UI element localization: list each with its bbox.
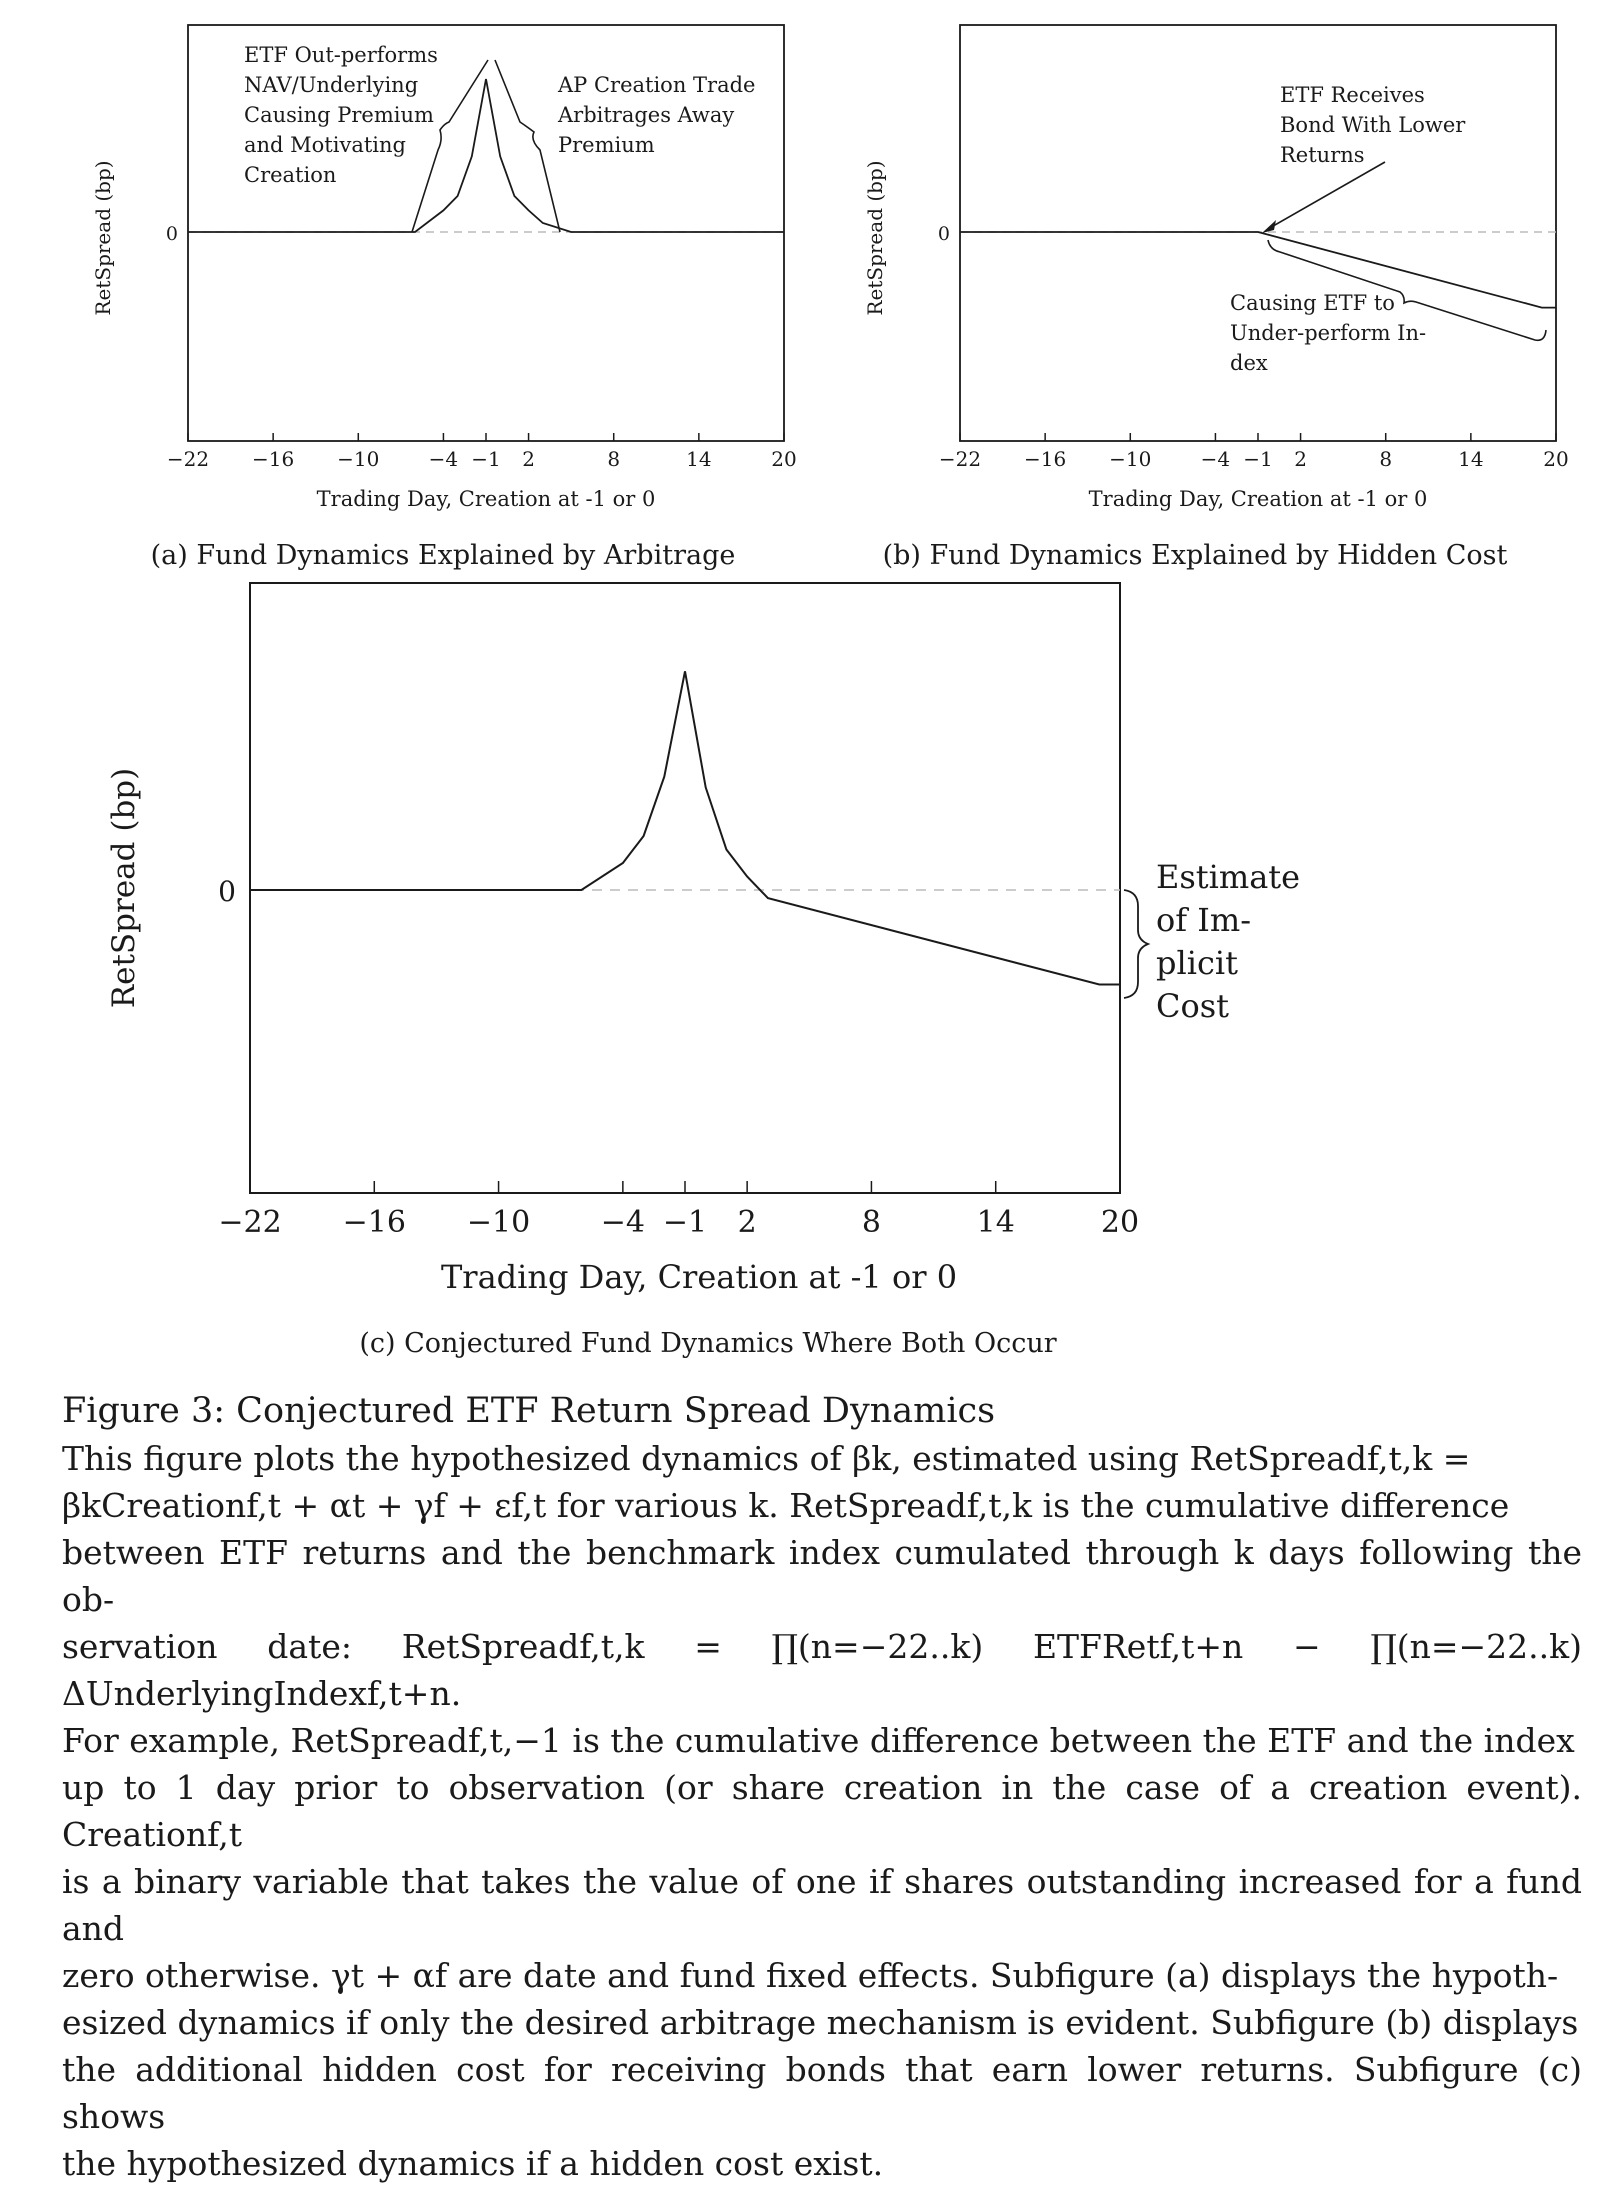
figure-line: esized dynamics if only the desired arbitrage mechanism is evident. Subfigure (b) displays xyxy=(62,2003,1579,2042)
xtick-label: 8 xyxy=(1379,447,1393,471)
xtick-label: −22 xyxy=(166,447,210,471)
panel-c-zero-label: 0 xyxy=(218,875,236,908)
figure-line: between ETF returns and the benchmark index cumulated through k days following the ob- xyxy=(62,1533,1582,1619)
panel-c-caption: (c) Conjectured Fund Dynamics Where Both Occur xyxy=(359,1328,1057,1359)
xtick-label: −10 xyxy=(337,447,380,471)
xtick-label: −1 xyxy=(1243,447,1273,471)
panel-c-xlabel: Trading Day, Creation at -1 or 0 xyxy=(440,1258,958,1296)
xtick-label: −22 xyxy=(938,447,982,471)
panel-a-ylabel: RetSpread (bp) xyxy=(91,160,115,316)
figure-line: servation date: RetSpreadf,t,k = ∏(n=−22..k) ETFRetf,t+n − ∏(n=−22..k) ΔUnderlyingIndexf,t+n. xyxy=(62,1627,1582,1713)
xtick-label: 14 xyxy=(976,1205,1015,1240)
panel-b-ylabel: RetSpread (bp) xyxy=(863,160,887,316)
figure-description xyxy=(62,1435,1582,2187)
figure-title: Figure 3: Conjectured ETF Return Spread Dynamics xyxy=(62,1391,996,1431)
xtick-label: −4 xyxy=(428,447,459,471)
xtick-label: −16 xyxy=(1024,447,1067,471)
xtick-label: 20 xyxy=(1543,447,1569,471)
xtick-label: −22 xyxy=(218,1205,282,1240)
panel-a-annotation-left: ETF Out-performs NAV/Underlying Causing Premium and Motivating Creation xyxy=(244,43,438,187)
panel-c xyxy=(106,583,1310,1359)
panel-b-zero-label: 0 xyxy=(937,223,950,245)
xtick-label: 20 xyxy=(771,447,797,471)
panel-c-ylabel: RetSpread (bp) xyxy=(106,767,142,1009)
xtick-label: 2 xyxy=(522,447,535,471)
panel-a-caption: (a) Fund Dynamics Explained by Arbitrage xyxy=(150,540,736,571)
xtick-label: −4 xyxy=(600,1205,645,1240)
xtick-label: 14 xyxy=(1458,447,1484,471)
panel-a-annotation-right: AP Creation Trade Arbitrages Away Premium xyxy=(558,73,756,157)
panel-b-caption: (b) Fund Dynamics Explained by Hidden Cost xyxy=(882,540,1508,571)
figure-line: the additional hidden cost for receiving bonds that earn lower returns. Subfigure (c) shows xyxy=(62,2050,1582,2136)
xtick-label: 8 xyxy=(861,1205,881,1240)
panel-b-annotation-bottom: Causing ETF to Under-perform In- dex xyxy=(1230,291,1427,375)
figure-line: zero otherwise. γt + αf are date and fund fixed effects. Subfigure (a) displays the hypoth- xyxy=(62,1956,1559,1995)
xtick-label: −1 xyxy=(471,447,501,471)
xtick-label: −16 xyxy=(252,447,295,471)
panel-a-right-brace xyxy=(495,60,560,232)
panel-b-xticks xyxy=(939,433,1569,471)
xtick-label: 2 xyxy=(1294,447,1307,471)
panel-b xyxy=(863,25,1569,571)
panel-a xyxy=(91,25,797,571)
panel-b-frame xyxy=(960,25,1556,441)
xtick-label: −1 xyxy=(662,1205,708,1240)
xtick-label: 20 xyxy=(1100,1205,1140,1240)
figure-line: the hypothesized dynamics if a hidden cost exist. xyxy=(62,2144,884,2183)
panel-b-annotation-top: ETF Receives Bond With Lower Returns xyxy=(1280,83,1466,167)
figure-line: βkCreationf,t + αt + γf + εf,t for various k. RetSpreadf,t,k is the cumulative difference xyxy=(62,1486,1510,1525)
figure-line: This figure plots the hypothesized dynamics of βk, estimated using RetSpreadf,t,k = xyxy=(62,1439,1471,1478)
panel-a-zero-label: 0 xyxy=(165,223,178,245)
figure-line: For example, RetSpreadf,t,−1 is the cumulative difference between the ETF and the index xyxy=(62,1721,1575,1760)
panel-c-brace xyxy=(1124,890,1148,998)
xtick-label: 2 xyxy=(737,1205,757,1240)
panel-a-xticks xyxy=(167,433,797,471)
panel-c-annotation-right: Estimate of Im- plicit Cost xyxy=(1156,858,1301,1025)
figure-line: is a binary variable that takes the value of one if shares outstanding increased for a fund and xyxy=(62,1862,1582,1948)
figure-line: up to 1 day prior to observation (or share creation in the case of a creation event). Creationf,t xyxy=(62,1768,1582,1854)
xtick-label: 14 xyxy=(686,447,712,471)
panel-c-xticks xyxy=(218,1181,1139,1240)
xtick-label: −10 xyxy=(466,1205,531,1240)
panel-a-xlabel: Trading Day, Creation at -1 or 0 xyxy=(316,487,656,511)
xtick-label: 8 xyxy=(607,447,621,471)
panel-b-arrow xyxy=(1268,162,1385,229)
figure-caption xyxy=(62,1388,1582,2187)
xtick-label: −10 xyxy=(1109,447,1152,471)
xtick-label: −16 xyxy=(342,1205,406,1240)
panel-c-series-line xyxy=(250,671,1120,984)
xtick-label: −4 xyxy=(1200,447,1231,471)
panel-b-xlabel: Trading Day, Creation at -1 or 0 xyxy=(1088,487,1428,511)
panel-b-arrowhead xyxy=(1262,220,1276,233)
